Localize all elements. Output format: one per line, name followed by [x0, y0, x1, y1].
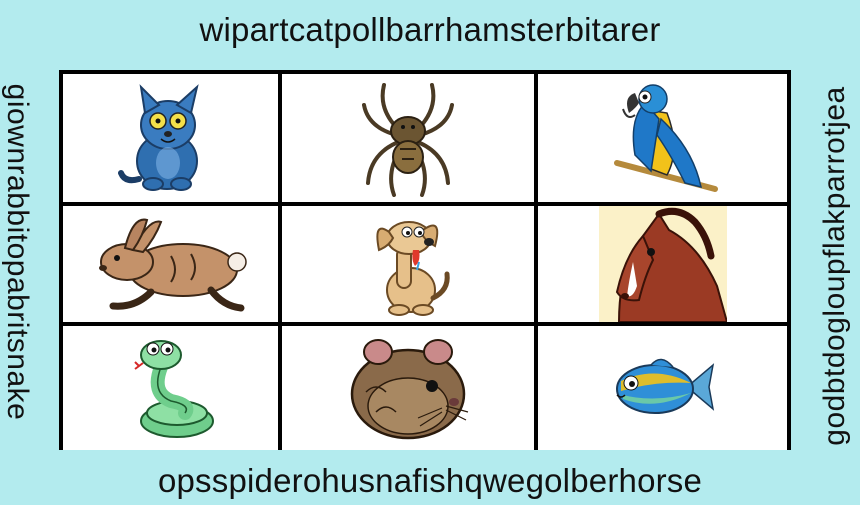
- animal-grid: [59, 70, 791, 450]
- clue-top-text: wipartcatpollbarrhamsterbitarer: [199, 11, 661, 48]
- clue-bottom-text: opsspiderohusnafishqwegolberhorse: [157, 462, 703, 499]
- dog-icon: [363, 210, 453, 318]
- grid-cell-spider[interactable]: [282, 74, 534, 202]
- parrot-icon: [605, 79, 720, 197]
- grid-cell-rabbit[interactable]: [63, 206, 278, 322]
- snake-icon: [121, 333, 221, 443]
- grid-cell-snake[interactable]: [63, 326, 278, 450]
- spider-icon: [358, 79, 458, 197]
- horse-icon: [599, 206, 727, 322]
- grid-cell-parrot[interactable]: [538, 74, 787, 202]
- clue-right-text: godbtdogloupflakparrotjea: [818, 86, 851, 446]
- grid-cell-dog[interactable]: [282, 206, 534, 322]
- grid-cell-fish[interactable]: [538, 326, 787, 450]
- hamster-icon: [346, 332, 470, 444]
- cat-icon: [111, 81, 231, 196]
- grid-cell-hamster[interactable]: [282, 326, 534, 450]
- grid-cell-cat[interactable]: [63, 74, 278, 202]
- grid-cell-horse[interactable]: [538, 206, 787, 322]
- rabbit-icon: [91, 216, 251, 312]
- fish-icon: [611, 351, 715, 425]
- clue-left-text: giownrabbitopabritsnake: [1, 83, 34, 421]
